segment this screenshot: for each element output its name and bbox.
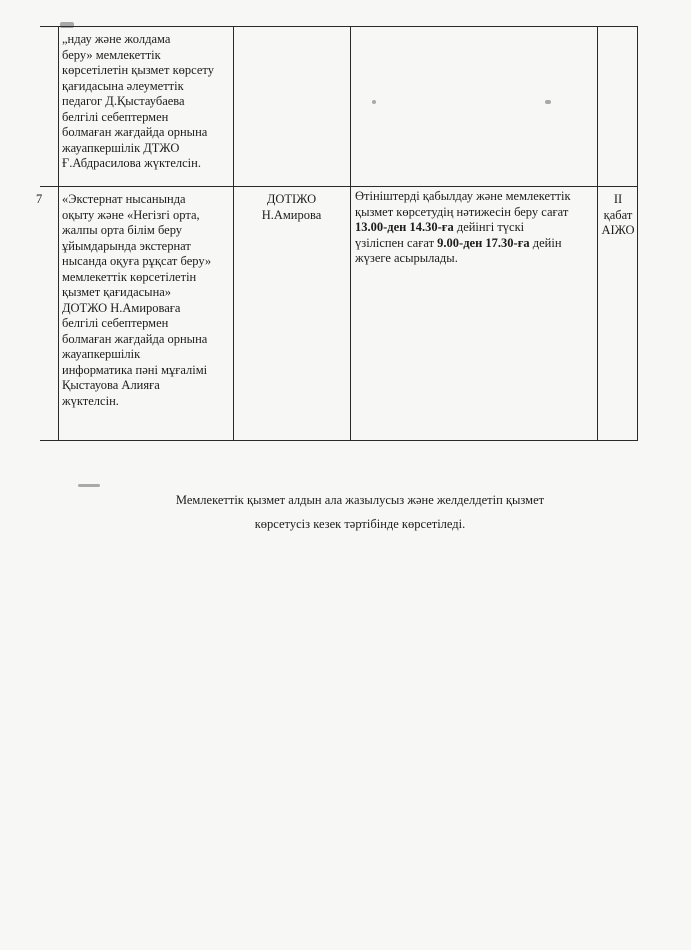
text-line: қағидасына әлеуметтік	[62, 78, 184, 93]
time-range: 13.00-ден 14.30-ға	[355, 220, 454, 234]
text-line: жалпы орта білім беру	[62, 223, 183, 237]
footer-note-line-1: Мемлекеттік қызмет алдын ала жазылусыз және желделдетіп қызмет	[175, 493, 545, 507]
table-rule	[597, 26, 598, 440]
row-number: 7	[36, 192, 43, 206]
text-line	[355, 236, 595, 252]
text-line: ДОТЖО Н.Амироваға	[62, 300, 181, 315]
text-line: «Экстернат нысанында	[62, 192, 186, 206]
floor-label: ІІ қабат	[603, 192, 633, 222]
text-line: мемлекеттік көрсетілетін	[62, 269, 197, 284]
text-line: Қыстауова Алияға	[62, 378, 160, 392]
table-rule	[350, 26, 351, 440]
row-7-location	[599, 192, 637, 239]
text-line: болмаған жағдайда орнына	[62, 125, 208, 139]
text-line	[355, 220, 595, 236]
text-fragment: дейін	[529, 235, 562, 250]
scan-mark	[78, 484, 100, 487]
text-line: „ндау және жолдама	[62, 32, 171, 46]
text-line: ұйымдарында экстернат	[62, 238, 191, 253]
footer-note-line-2: көрсетусіз кезек тәртібінде көрсетіледі.	[254, 517, 466, 531]
table-rule	[58, 26, 59, 440]
table-rule	[40, 26, 638, 27]
text-fragment: үзіліспен сағат	[355, 235, 438, 250]
table-rule	[233, 26, 234, 440]
text-line: жауапкершілік	[62, 347, 141, 361]
text-line: болмаған жағдайда орнына	[62, 331, 208, 346]
row-7-responsible	[236, 192, 347, 223]
text-line: оқыту және «Негізгі орта,	[62, 207, 200, 222]
text-line: нысанда оқуға рұқсат беру»	[62, 254, 212, 268]
text-fragment: дейінгі түскі	[453, 220, 525, 234]
text-line: беру» мемлекеттік	[62, 47, 161, 62]
table-rule	[637, 26, 638, 440]
text-line: белгілі себептермен	[62, 109, 169, 124]
text-line: қызмет қағидасына»	[62, 285, 172, 299]
scan-mark	[545, 100, 551, 104]
scan-mark	[372, 100, 376, 104]
text-line: педагог Д.Қыстаубаева	[62, 94, 185, 108]
scan-mark	[60, 22, 74, 28]
text-line: жауапкершілік ДТЖО	[62, 140, 180, 155]
room-label: АІЖО	[601, 223, 635, 237]
prev-row-description	[62, 32, 229, 172]
text-line: информатика пәні мұғалімі	[62, 362, 208, 377]
table-rule	[40, 186, 638, 187]
text-line: көрсетілетін қызмет көрсету	[62, 63, 214, 77]
text-line: қызмет көрсетудің нәтижесін беру сағат	[355, 204, 569, 219]
text-line: жүзеге асырылады.	[355, 251, 458, 265]
text-line: Ғ.Абдрасилова жүктелсін.	[62, 156, 201, 170]
text-line: белгілі себептермен	[62, 316, 169, 330]
text-line: жүктелсін.	[62, 393, 119, 408]
row-7-description	[62, 192, 229, 409]
responsible-dept: ДОТІЖО	[266, 192, 317, 206]
text-line: Өтініштерді қабылдау және мемлекеттік	[355, 189, 571, 203]
table-rule	[40, 440, 638, 441]
responsible-person: Н.Амирова	[261, 207, 322, 222]
time-range: 9.00-ден 17.30-ға	[437, 235, 530, 250]
row-7-schedule	[355, 189, 595, 267]
